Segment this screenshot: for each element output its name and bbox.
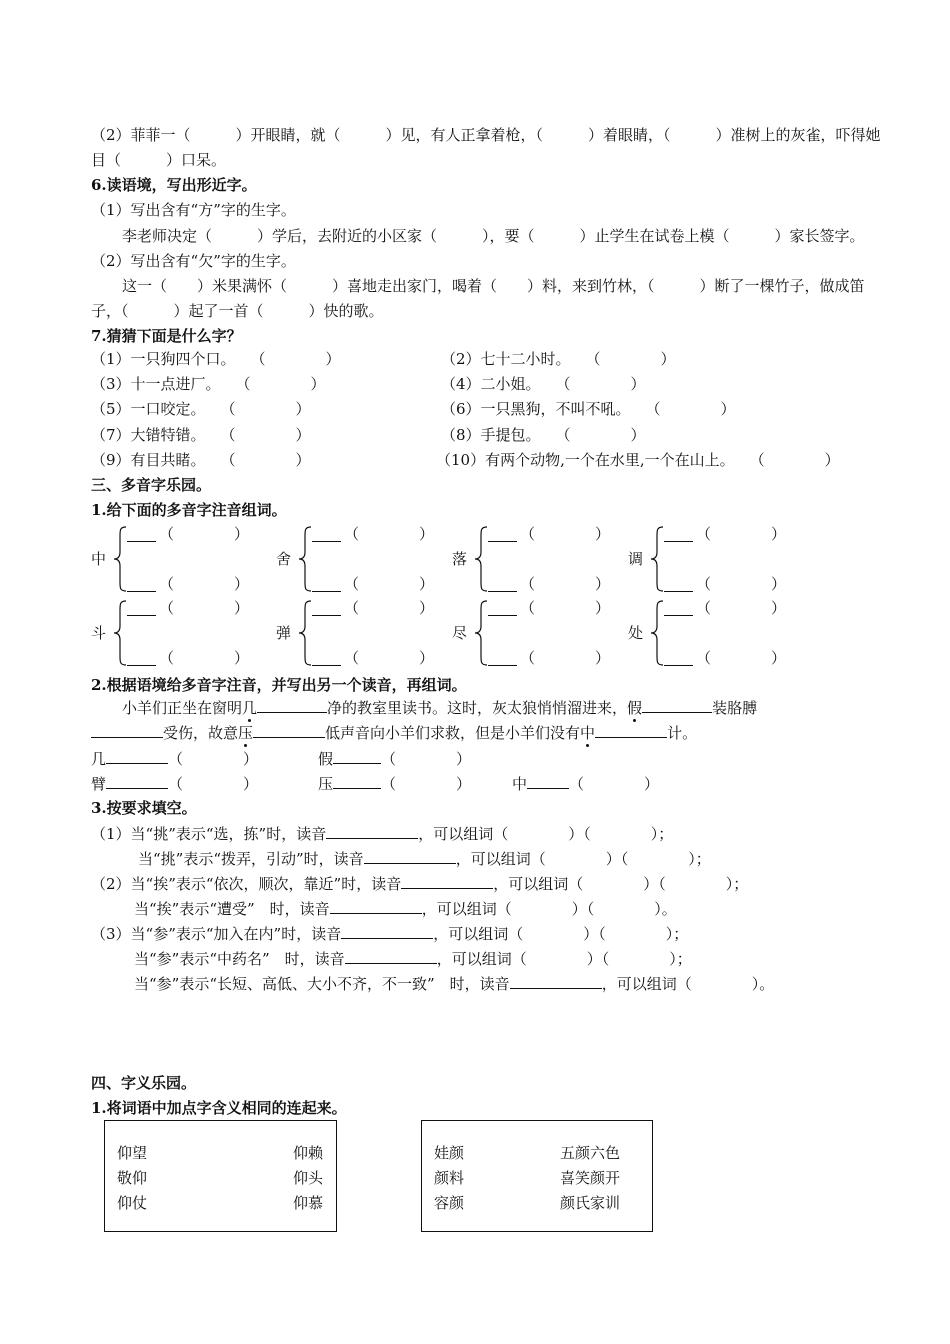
q2-text: 小羊们正坐在窗明 [122,699,243,717]
polyphone-char: 斗 [91,624,107,642]
q3-text: （1）当“挑”表示“选，拣”时，读音 [91,825,327,843]
q3-text: 当“挨”表示“遭受” 时，读音 [134,900,330,918]
polyphone-char: 尽 [452,624,468,642]
q2-text: 净的教室里读书。这时，灰太狼悄悄溜进来， [327,699,628,717]
q3-fill[interactable]: ，可以组词（ ）（ ） [455,850,696,868]
answer-blank[interactable] [333,748,381,764]
pinyin-blank[interactable] [488,665,517,666]
pinyin-blank[interactable] [664,541,693,542]
pinyin-blank[interactable] [312,615,341,616]
answer-blank[interactable] [364,848,456,864]
brace-icon [650,600,664,670]
q2-title: 2.根据语境给多音字注音，并写出另一个读音，再组词。 [91,676,467,694]
q5-2-line1: （2）菲菲一（ ）开眼睛，就（ ）见，有人正拿着枪，（ ）着眼睛，（ ）准树上的灰雀，吓得她 [91,126,881,144]
q6-sub2-line2: 子，（ ）起了一首（ ）快的歌。 [91,302,384,320]
q7-item: （1）一只狗四个口。 （ ） [91,350,341,368]
answer-paren[interactable]: （ ） [569,775,660,793]
answer-blank[interactable] [345,948,437,964]
word-paren[interactable]: （ ） [520,599,611,617]
q2-text: 计。 [667,724,698,742]
word-paren[interactable]: （ ） [344,649,435,667]
matching-box-yang [104,1120,337,1232]
pinyin-blank[interactable] [488,615,517,616]
q2-char: 假 [318,750,334,768]
q3-row [91,873,748,894]
match-word[interactable]: 喜笑颜开 [560,1169,621,1187]
brace-icon [113,526,127,596]
q3-row [134,948,692,969]
q6-sub2: （2）写出含有“欠”字的生字。 [91,252,296,270]
pinyin-blank[interactable] [127,591,156,592]
answer-blank[interactable] [326,823,418,839]
q3-title: 3.按要求填空。 [91,799,197,817]
match-word[interactable]: 颜氏家训 [560,1194,621,1212]
answer-blank[interactable] [106,773,168,789]
q3-punct: ； [673,925,689,943]
word-paren[interactable]: （ ） [696,649,787,667]
dotted-char: 中 [580,724,596,742]
q7-item: （7）大错特错。 （ ） [91,426,311,444]
answer-blank[interactable] [527,773,569,789]
q3-punct: ； [658,825,674,843]
q3-text: （3）当“参”表示“加入在内”时，读音 [91,925,342,943]
pinyin-blank[interactable] [664,665,693,666]
q6-sub1: （1）写出含有“方”字的生字。 [91,201,296,219]
q2-answer-bi [91,773,258,794]
q3-punct: ； [695,850,711,868]
q3-text: 当“挑”表示“拨弄，引动”时，读音 [138,850,364,868]
dotted-char: 压 [238,724,254,742]
match-word[interactable]: 仰赖 [293,1144,324,1162]
answer-blank[interactable] [106,748,168,764]
answer-blank[interactable] [642,697,712,713]
q7-item: （5）一口咬定。 （ ） [91,400,311,418]
word-paren[interactable]: （ ） [696,575,787,593]
q3-text: 当“参”表示“中药名” 时，读音 [134,950,345,968]
q7-item: （4）二小姐。 （ ） [441,375,646,393]
q2-answer-zhong [512,773,659,794]
answer-blank[interactable] [510,973,602,989]
q3-punct: ； [733,875,749,893]
q3-punct: 。 [661,900,677,918]
q3-fill[interactable]: ，可以组词（ ）（ ） [493,875,734,893]
pinyin-blank[interactable] [127,665,156,666]
word-paren[interactable]: （ ） [520,575,611,593]
q2-text: 装胳膊 [712,699,758,717]
word-paren[interactable]: （ ） [696,599,787,617]
matching-box-yan [421,1120,653,1232]
brace-icon [650,526,664,596]
match-word[interactable]: 娃颜 [434,1144,465,1162]
q3-fill[interactable]: ，可以组词（ ）（ ） [433,925,674,943]
sec3-q1-title: 1.给下面的多音字注音组词。 [91,501,287,519]
polyphone-char: 落 [452,550,468,568]
q2-char: 中 [512,775,528,793]
q7-item: （3）十一点进厂。 （ ） [91,375,326,393]
word-paren[interactable]: （ ） [696,525,787,543]
q3-row [134,898,677,919]
answer-blank[interactable] [91,722,163,738]
answer-paren[interactable]: （ ） [168,775,259,793]
q7-item: （2）七十二小时。 （ ） [441,350,676,368]
pinyin-blank[interactable] [664,591,693,592]
q3-fill[interactable]: ，可以组词（ ）（ ） [418,825,659,843]
q7-item: （9）有目共睹。 （ ） [91,451,311,469]
pinyin-blank[interactable] [127,615,156,616]
word-paren[interactable]: （ ） [159,599,250,617]
answer-blank[interactable] [341,923,433,939]
dotted-char: 几 [242,699,258,717]
q7-title: 7.猜猜下面是什么字？ [91,327,242,345]
q3-punct: ； [676,950,692,968]
match-word[interactable]: 仰头 [293,1169,324,1187]
answer-blank[interactable] [333,773,381,789]
polyphone-char: 中 [91,550,107,568]
section3-title: 三、多音字乐园。 [91,476,212,494]
q7-item: （6）一只黑狗，不叫不吼。 （ ） [441,400,736,418]
polyphone-char: 弹 [276,624,292,642]
pinyin-blank[interactable] [488,591,517,592]
q2-answer-jia [318,748,471,769]
word-paren[interactable]: （ ） [159,575,250,593]
q2-char: 臂 [91,775,107,793]
pinyin-blank[interactable] [127,541,156,542]
q2-char: 几 [91,750,107,768]
q3-fill[interactable]: ，可以组词（ ）（ ） [436,950,677,968]
polyphone-char: 调 [628,550,644,568]
word-paren[interactable]: （ ） [159,525,250,543]
word-paren[interactable]: （ ） [344,575,435,593]
brace-icon [113,600,127,670]
q2-text: 低声音向小羊们求救，但是小羊们没有 [325,724,581,742]
word-paren[interactable]: （ ） [520,649,611,667]
match-word[interactable]: 颜料 [434,1169,465,1187]
answer-blank[interactable] [595,722,667,738]
word-paren[interactable]: （ ） [344,599,435,617]
answer-blank[interactable] [401,873,493,889]
q2-passage-line1 [122,697,757,718]
q5-2-line2: 目（ ）口呆。 [91,151,227,169]
q2-answer-ya [318,773,471,794]
q3-fill[interactable]: ，可以组词（ ）（ ） [421,900,662,918]
q3-text: 当“参”表示“长短、高低、大小不齐，不一致” 时，读音 [134,975,510,993]
pinyin-blank[interactable] [488,541,517,542]
q6-sub1-text: 李老师决定（ ）学后，去附近的小区家（ ），要（ ）止学生在试卷上模（ ）家长签字。 [122,227,865,245]
answer-blank[interactable] [257,697,327,713]
sec4-q1-title: 1.将词语中加点字含义相同的连起来。 [91,1099,347,1117]
brace-icon [474,526,488,596]
match-word[interactable]: 仰慕 [293,1194,324,1212]
q7-item: （10）有两个动物,一个在水里,一个在山上。 （ ） [436,451,840,469]
answer-paren[interactable]: （ ） [381,775,472,793]
match-word[interactable]: 仰望 [117,1144,148,1162]
q3-row [91,823,673,844]
match-word[interactable]: 敬仰 [117,1169,148,1187]
q3-text: （2）当“挨”表示“依次，顺次，靠近”时，读音 [91,875,402,893]
q6-title: 6.读语境，写出形近字。 [91,176,257,194]
brace-icon [474,600,488,670]
q2-char: 压 [318,775,334,793]
answer-paren[interactable]: （ ） [168,750,259,768]
polyphone-char: 舍 [276,550,292,568]
pinyin-blank[interactable] [664,615,693,616]
q3-row [138,848,711,869]
q7-item: （8）手提包。 （ ） [441,426,646,444]
dotted-char: 假 [627,699,643,717]
q3-row [91,923,688,944]
match-word[interactable]: 容颜 [434,1194,465,1212]
answer-blank[interactable] [253,722,325,738]
answer-blank[interactable] [330,898,422,914]
q3-fill[interactable]: ，可以组词（ ）。 [601,975,775,993]
q2-passage-line2 [91,722,697,743]
word-paren[interactable]: （ ） [344,525,435,543]
pinyin-blank[interactable] [312,541,341,542]
q6-sub2-line1: 这一（ ）米果满怀（ ）喜地走出家门，喝着（ ）料，来到竹林，（ ）断了一棵竹子，做成笛 [122,277,865,295]
q3-row [134,973,774,994]
brace-icon [298,600,312,670]
q2-text: 受伤，故意 [163,724,239,742]
match-word[interactable]: 五颜六色 [560,1144,621,1162]
section4-title: 四、字义乐园。 [91,1074,197,1092]
match-word[interactable]: 仰仗 [117,1194,148,1212]
word-paren[interactable]: （ ） [520,525,611,543]
answer-paren[interactable]: （ ） [381,750,472,768]
pinyin-blank[interactable] [312,665,341,666]
pinyin-blank[interactable] [312,591,341,592]
q2-answer-ji [91,748,258,769]
word-paren[interactable]: （ ） [159,649,250,667]
brace-icon [298,526,312,596]
polyphone-char: 处 [628,624,644,642]
